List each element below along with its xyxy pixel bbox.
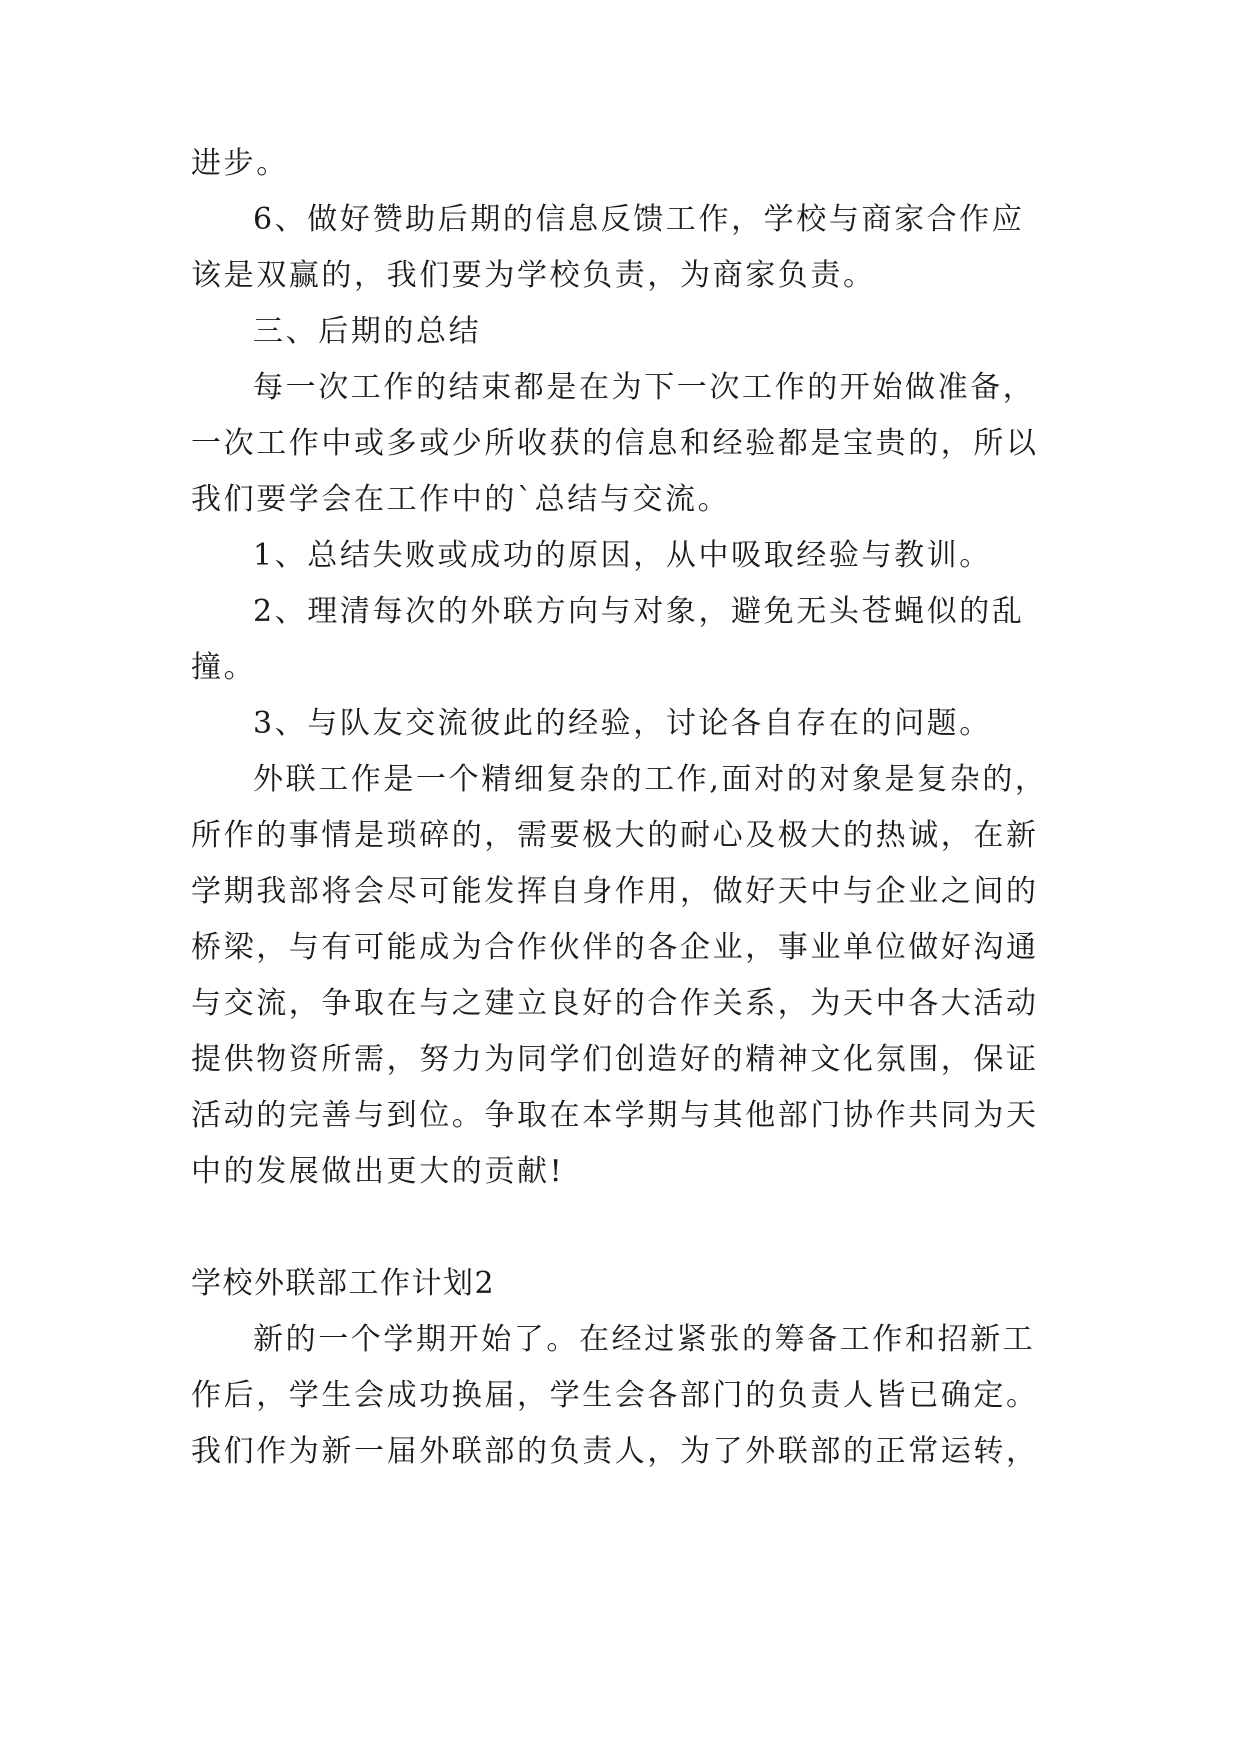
- text-line: 每一次工作的结束都是在为下一次工作的开始做准备，: [253, 370, 1036, 405]
- text-line: 一次工作中或多或少所收获的信息和经验都是宝贵的，所以: [191, 426, 1039, 461]
- list-item: 2、理清每次的外联方向与对象，避免无头苍蝇似的乱: [253, 594, 1025, 629]
- list-item: 3、与队友交流彼此的经验，讨论各自存在的问题。: [253, 706, 992, 741]
- text-line: 提供物资所需，努力为同学们创造好的精神文化氛围，保证: [191, 1042, 1039, 1077]
- section-heading: 三、后期的总结: [253, 314, 482, 349]
- text-line: 撞。: [191, 650, 257, 685]
- text-line: 外联工作是一个精细复杂的工作,面对的对象是复杂的，: [253, 762, 1048, 797]
- text-line: 与交流，争取在与之建立良好的合作关系，为天中各大活动: [191, 986, 1039, 1021]
- text-line: 作后，学生会成功换届，学生会各部门的负责人皆已确定。: [191, 1378, 1039, 1413]
- text-line: 进步。: [191, 146, 289, 181]
- text-line: 学期我部将会尽可能发挥自身作用，做好天中与企业之间的: [191, 874, 1039, 909]
- text-line: 活动的完善与到位。争取在本学期与其他部门协作共同为天: [191, 1098, 1039, 1133]
- text-line: 我们作为新一届外联部的负责人，为了外联部的正常运转，: [191, 1434, 1039, 1469]
- text-line: 所作的事情是琐碎的，需要极大的耐心及极大的热诚，在新: [191, 818, 1039, 853]
- text-line: 中的发展做出更大的贡献!: [191, 1154, 565, 1189]
- text-line: 该是双赢的，我们要为学校负责，为商家负责。: [191, 258, 876, 293]
- text-line: 新的一个学期开始了。在经过紧张的筹备工作和招新工: [253, 1322, 1036, 1357]
- document-title: 学校外联部工作计划2: [191, 1266, 496, 1301]
- list-item: 1、总结失败或成功的原因，从中吸取经验与教训。: [253, 538, 992, 573]
- text-line: 桥梁，与有可能成为合作伙伴的各企业，事业单位做好沟通: [191, 930, 1039, 965]
- text-line: 我们要学会在工作中的`总结与交流。: [191, 482, 731, 517]
- text-line: 6、做好赞助后期的信息反馈工作，学校与商家合作应: [253, 202, 1025, 237]
